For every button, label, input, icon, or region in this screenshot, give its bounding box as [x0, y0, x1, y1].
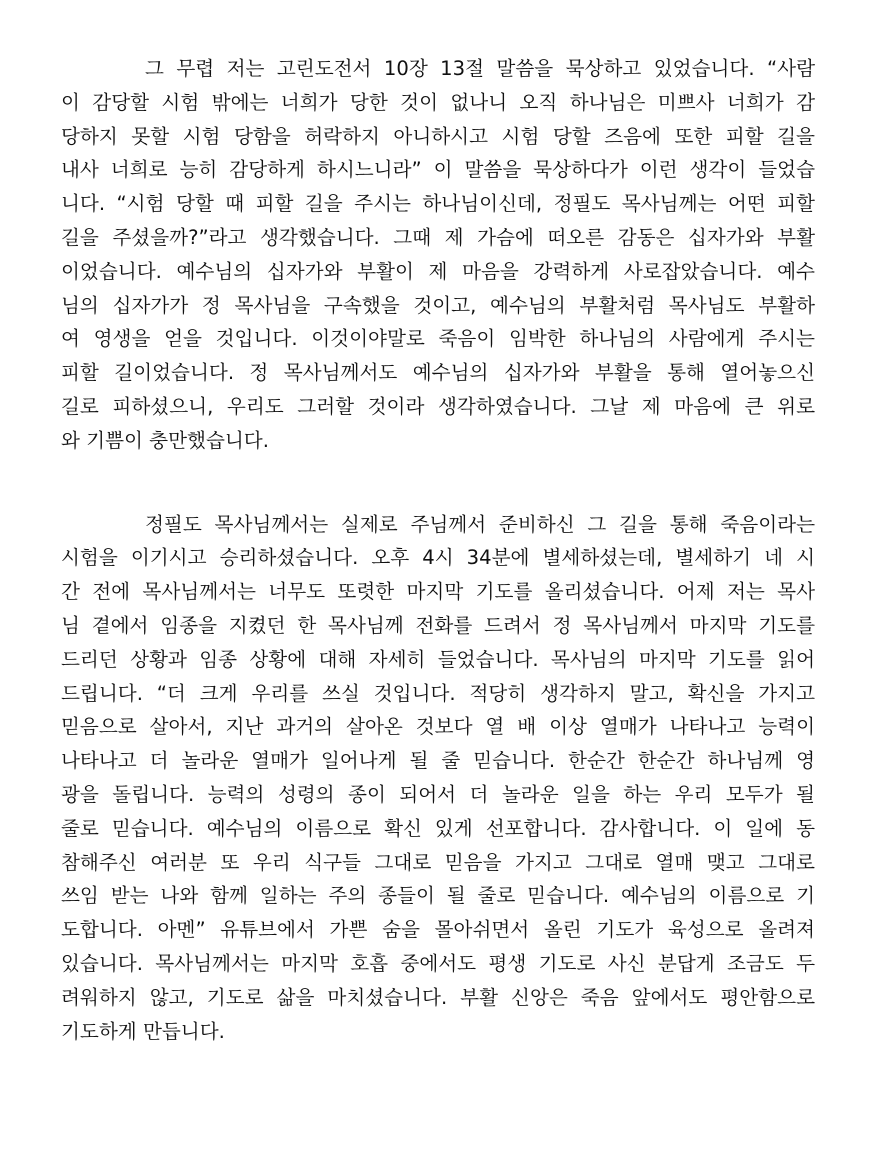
text-line: 니다. “시험 당할 때 피할 길을 주시는 하나님이신데, 정필도 목사님께는 어떤 피할: [61, 192, 815, 216]
text-line: 와 기쁨이 충만했습니다.: [61, 428, 269, 452]
text-line: 그 무렵 저는 고린도전서 10장 13절 말씀을 묵상하고 있었습니다. “사람: [145, 57, 815, 80]
text-line: 려워하지 않고, 기도로 삶을 마치셨습니다. 부활 신앙은 죽음 앞에서도 평안함으로: [61, 985, 815, 1009]
text-line: 쓰임 받는 나와 함께 일하는 주의 종들이 될 줄로 믿습니다. 예수님의 이름으로 기: [61, 884, 815, 908]
text-line: 정필도 목사님께서는 실제로 주님께서 준비하신 그 길을 통해 죽음이라는: [145, 512, 815, 536]
text-line: 님 곁에서 임종을 지켰던 한 목사님께 전화를 드려서 정 목사님께서 마지막 기도를: [61, 613, 815, 637]
text-line: 간 전에 목사님께서는 너무도 또렷한 마지막 기도를 올리셨습니다. 어제 저는 목사: [61, 580, 815, 604]
text-line: 기도하게 만듭니다.: [61, 1019, 225, 1043]
paragraph-spacer: [61, 458, 815, 508]
text-line: 당하지 못할 시험 당함을 허락하지 아니하시고 시험 당할 즈음에 또한 피할 길을: [61, 124, 815, 148]
text-line: 님의 십자가가 정 목사님을 구속했을 것이고, 예수님의 부활처럼 목사님도 부활하: [61, 293, 815, 317]
text-line: 이 감당할 시험 밖에는 너희가 당한 것이 없나니 오직 하나님은 미쁘사 너희가 감: [61, 90, 815, 114]
text-line: 길로 피하셨으니, 우리도 그러할 것이라 생각하였습니다. 그날 제 마음에 큰 위로: [61, 394, 815, 418]
document-page: [61, 52, 815, 1048]
text-line: 참해주신 여러분 또 우리 식구들 그대로 믿음을 가지고 그대로 열매 맺고 그대로: [61, 850, 815, 874]
text-line: 나타나고 더 놀라운 열매가 일어나게 될 줄 믿습니다. 한순간 한순간 하나님께 영: [61, 749, 815, 773]
paragraph-2: [61, 508, 815, 1049]
text-line: 드립니다. “더 크게 우리를 쓰실 것입니다. 적당히 생각하지 말고, 확신을 가지고: [61, 681, 815, 705]
text-line: 이었습니다. 예수님의 십자가와 부활이 제 마음을 강력하게 사로잡았습니다. 예수: [61, 259, 815, 283]
text-line: 있습니다. 목사님께서는 마지막 호흡 중에서도 평생 기도로 사신 분답게 조금도 두: [61, 951, 815, 975]
text-line: 광을 돌립니다. 능력의 성령의 종이 되어서 더 놀라운 일을 하는 우리 모두가 될: [61, 782, 815, 806]
text-line: 여 영생을 얻을 것입니다. 이것이야말로 죽음이 임박한 하나님의 사람에게 주시는: [61, 327, 815, 351]
text-line: 도합니다. 아멘” 유튜브에서 가쁜 숨을 몰아쉬면서 올린 기도가 육성으로 올려져: [61, 918, 815, 942]
paragraph-1: [61, 52, 815, 458]
text-line: 피할 길이었습니다. 정 목사님께서도 예수님의 십자가와 부활을 통해 열어놓으신: [61, 361, 815, 385]
text-line: 줄로 믿습니다. 예수님의 이름으로 확신 있게 선포합니다. 감사합니다. 이 일에 동: [61, 816, 815, 840]
text-line: 드리던 상황과 임종 상황에 대해 자세히 들었습니다. 목사님의 마지막 기도를 읽어: [61, 647, 815, 671]
text-line: 길을 주셨을까?”라고 생각했습니다. 그때 제 가슴에 떠오른 감동은 십자가와 부활: [61, 225, 815, 249]
text-line: 시험을 이기시고 승리하셨습니다. 오후 4시 34분에 별세하셨는데, 별세하기 네 시: [61, 546, 815, 570]
text-line: 내사 너희로 능히 감당하게 하시느니라” 이 말씀을 묵상하다가 이런 생각이 들었습: [61, 158, 815, 182]
text-line: 믿음으로 살아서, 지난 과거의 살아온 것보다 열 배 이상 열매가 나타나고 능력이: [61, 715, 815, 739]
